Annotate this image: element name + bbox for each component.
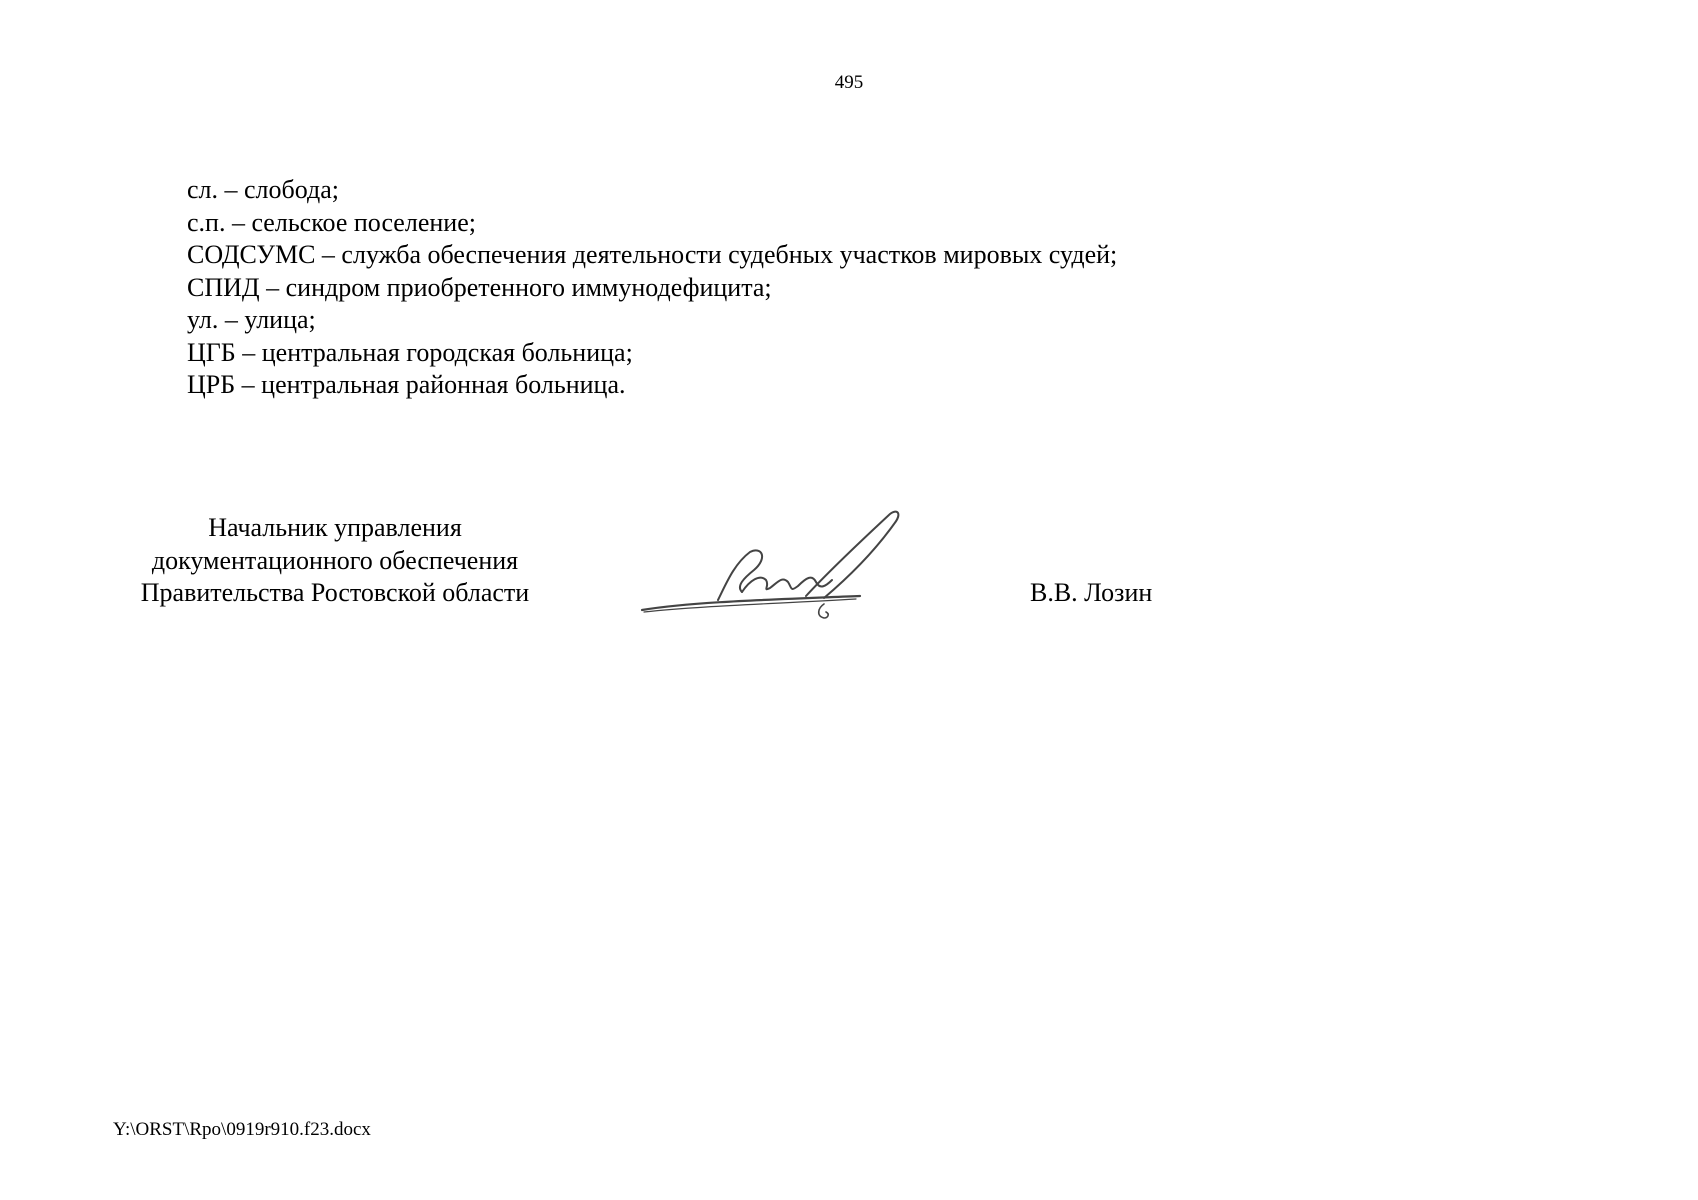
signer-position-line: Начальник управления	[208, 513, 462, 542]
list-item: ЦГБ – центральная городская больница;	[187, 337, 633, 367]
signer-name: В.В. Лозин	[1030, 578, 1153, 607]
signer-position	[100, 512, 570, 610]
list-item: СОДСУМС – служба обеспечения деятельности судебных участков мировых судей;	[187, 240, 1118, 269]
list-item: ЦРБ – центральная районная больница.	[187, 370, 626, 399]
signer-position-line: Правительства Ростовской области	[140, 578, 530, 607]
list-item: сл. – слобода;	[187, 175, 340, 204]
footer-file-path: Y:\ORST\Rpo\0919r910.f23.docx	[113, 1119, 371, 1140]
page-number: 495	[834, 72, 864, 93]
signer-position-line: документационного обеспечения	[151, 545, 519, 575]
list-item: с.п. – сельское поселение;	[187, 207, 476, 237]
list-item: ул. – улица;	[187, 305, 316, 334]
list-item: СПИД – синдром приобретенного иммунодефицита;	[187, 272, 772, 302]
signature-icon	[630, 500, 930, 640]
abbreviation-list	[187, 174, 1117, 402]
